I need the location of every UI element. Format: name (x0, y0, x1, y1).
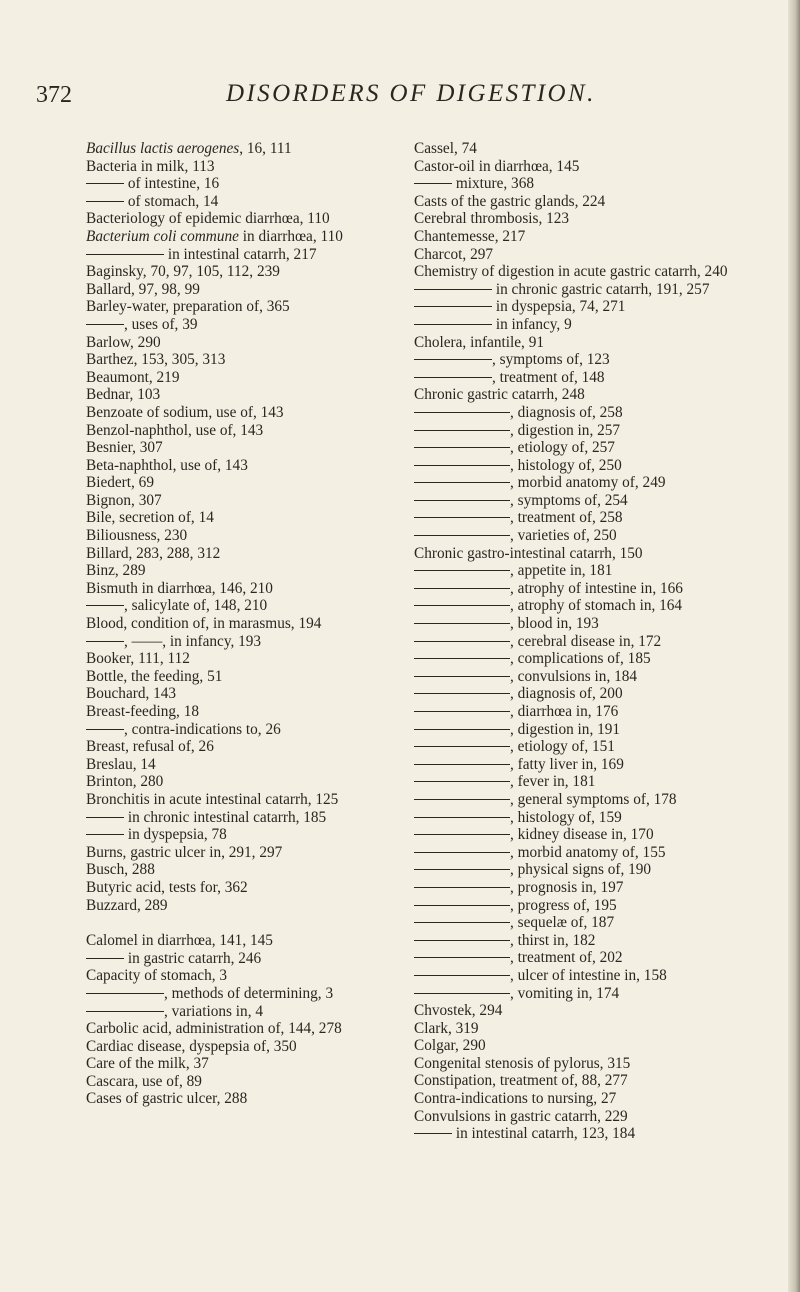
entry-text: , blood in, 193 (510, 615, 599, 633)
index-entry (414, 1090, 782, 1108)
entry-text: Carbolic acid, administration of, 144, 278 (86, 1020, 342, 1038)
ditto-dash (414, 377, 492, 378)
index-entry (86, 738, 406, 756)
index-entry (86, 281, 406, 299)
ditto-dash (414, 465, 510, 466)
index-entry (86, 351, 406, 369)
entry-text: in diarrhœa, 110 (238, 227, 343, 245)
entry-text: Breast, refusal of, 26 (86, 738, 214, 756)
entry-text: , prognosis in, 197 (510, 878, 624, 896)
entry-text: , salicylate of, 148, 210 (124, 597, 268, 615)
entry-text: Congenital stenosis of pylorus, 315 (414, 1054, 631, 1072)
index-subentry (414, 668, 782, 686)
index-entry (86, 897, 406, 915)
index-entry (86, 562, 406, 580)
index-subentry (414, 791, 782, 809)
ditto-dash (414, 852, 510, 853)
index-entry (414, 1072, 782, 1090)
entry-text: Bismuth in diarrhœa, 146, 210 (86, 579, 273, 597)
index-entry (86, 615, 406, 633)
entry-text: Cardiac disease, dyspepsia of, 350 (86, 1037, 297, 1055)
index-subentry (414, 826, 782, 844)
index-subentry (414, 509, 782, 527)
ditto-dash (414, 957, 510, 958)
index-subentry (414, 597, 782, 615)
entry-text: , digestion in, 191 (510, 720, 621, 738)
entry-text: of intestine, 16 (124, 175, 220, 193)
index-entry (86, 1020, 406, 1038)
index-entry (86, 369, 406, 387)
ditto-dash (414, 676, 510, 677)
entry-text: Brinton, 280 (86, 773, 164, 791)
entry-text: Baginsky, 70, 97, 105, 112, 239 (86, 263, 280, 281)
index-subentry (414, 351, 782, 369)
entry-text: Bottle, the feeding, 51 (86, 667, 223, 685)
index-entry (86, 404, 406, 422)
ditto-dash (414, 764, 510, 765)
index-entry (86, 474, 406, 492)
entry-text: , uses of, 39 (124, 315, 198, 333)
entry-text: Capacity of stomach, 3 (86, 967, 228, 985)
index-column-left (86, 140, 406, 1108)
running-title: DISORDERS OF DIGESTION. (226, 80, 596, 107)
index-entry (414, 140, 782, 158)
entry-text: , symptoms of, 254 (510, 491, 628, 509)
ditto-dash (414, 570, 510, 571)
entry-text: , fatty liver in, 169 (510, 755, 624, 773)
entry-text: Benzol-naphthol, use of, 143 (86, 421, 264, 439)
entry-text: Convulsions in gastric catarrh, 229 (414, 1107, 628, 1125)
entry-text: Blood, condition of, in marasmus, 194 (86, 615, 322, 633)
entry-text: , contra-indications to, 26 (124, 720, 281, 738)
entry-text: Bacteriology of epidemic diarrhœa, 110 (86, 210, 330, 228)
index-subentry (414, 175, 782, 193)
entry-text: , treatment of, 148 (492, 368, 605, 386)
entry-text: , etiology of, 257 (510, 439, 615, 457)
index-subentry (414, 861, 782, 879)
ditto-dash (414, 711, 510, 712)
entry-text: Cerebral thrombosis, 123 (414, 210, 570, 228)
entry-text: , thirst in, 182 (510, 931, 596, 949)
index-entry (86, 756, 406, 774)
index-subentry (414, 527, 782, 545)
index-entry (86, 844, 406, 862)
index-entry (86, 932, 406, 950)
index-entry (414, 193, 782, 211)
entry-text: in chronic intestinal catarrh, 185 (124, 808, 327, 826)
index-subentry (414, 879, 782, 897)
index-subentry (414, 281, 782, 299)
index-entry (86, 457, 406, 475)
entry-text: in dyspepsia, 78 (124, 826, 227, 844)
index-entry (86, 439, 406, 457)
ditto-dash (86, 201, 124, 202)
ditto-dash (414, 359, 492, 360)
entry-text: Breslau, 14 (86, 755, 156, 773)
entry-text: Cases of gastric ulcer, 288 (86, 1090, 248, 1108)
index-entry (86, 650, 406, 668)
entry-text: Biedert, 69 (86, 474, 154, 492)
index-subentry (86, 633, 406, 651)
index-entry (86, 580, 406, 598)
index-subentry (414, 738, 782, 756)
index-entry (86, 228, 406, 246)
ditto-dash (414, 781, 510, 782)
page-edge (788, 0, 800, 1292)
index-entry (86, 791, 406, 809)
entry-text: , fever in, 181 (510, 773, 596, 791)
entry-text: Clark, 319 (414, 1019, 479, 1037)
entry-text: Castor-oil in diarrhœa, 145 (414, 157, 580, 175)
index-entry (86, 509, 406, 527)
ditto-dash (414, 869, 510, 870)
entry-text: Benzoate of sodium, use of, 143 (86, 403, 284, 421)
entry-text: , methods of determining, 3 (164, 984, 334, 1002)
entry-text: Bacteria in milk, 113 (86, 157, 215, 175)
index-subentry (414, 580, 782, 598)
index-subentry (86, 809, 406, 827)
ditto-dash (414, 535, 510, 536)
index-subentry (86, 316, 406, 334)
index-subentry (414, 967, 782, 985)
index-subentry (414, 492, 782, 510)
index-entry (414, 1020, 782, 1038)
entry-text: Chronic gastro-intestinal catarrh, 150 (414, 544, 643, 562)
ditto-dash (86, 641, 124, 642)
ditto-dash (86, 958, 124, 959)
ditto-dash (86, 605, 124, 606)
entry-text: Buzzard, 289 (86, 896, 168, 914)
entry-text: , etiology of, 151 (510, 738, 615, 756)
entry-text: , atrophy of intestine in, 166 (510, 579, 683, 597)
index-entry (86, 668, 406, 686)
index-subentry (414, 897, 782, 915)
index-entry (414, 1055, 782, 1073)
entry-text: , digestion in, 257 (510, 421, 621, 439)
entry-text: Charcot, 297 (414, 245, 494, 263)
entry-text: , histology of, 159 (510, 808, 622, 826)
ditto-dash (414, 940, 510, 941)
index-subentry (414, 703, 782, 721)
index-subentry (414, 615, 782, 633)
section-gap (86, 914, 406, 932)
index-subentry (86, 246, 406, 264)
entry-text: Binz, 289 (86, 562, 146, 580)
ditto-dash (414, 658, 510, 659)
ditto-dash (414, 729, 510, 730)
ditto-dash (414, 447, 510, 448)
entry-text: Bouchard, 143 (86, 685, 177, 703)
index-entry (86, 773, 406, 791)
index-entry (86, 210, 406, 228)
index-entry (86, 703, 406, 721)
entry-text: , morbid anatomy of, 155 (510, 843, 666, 861)
index-entry (86, 158, 406, 176)
entry-text: Biliousness, 230 (86, 527, 188, 545)
ditto-dash (414, 183, 452, 184)
entry-text: , diagnosis of, 258 (510, 403, 623, 421)
index-subentry (414, 369, 782, 387)
entry-italic-term: Bacillus lactis aerogenes (86, 140, 240, 157)
index-subentry (414, 298, 782, 316)
ditto-dash (414, 623, 510, 624)
entry-text: in dyspepsia, 74, 271 (492, 298, 626, 316)
index-entry (414, 246, 782, 264)
entry-text: , sequelæ of, 187 (510, 914, 615, 932)
entry-text: Cholera, infantile, 91 (414, 333, 544, 351)
ditto-dash (414, 482, 510, 483)
entry-text: , variations in, 4 (164, 1002, 263, 1020)
entry-text: Casts of the gastric glands, 224 (414, 192, 606, 210)
entry-text: in intestinal catarrh, 217 (164, 245, 317, 263)
index-subentry (86, 985, 406, 1003)
index-subentry (414, 844, 782, 862)
index-subentry (414, 756, 782, 774)
entry-text: Cascara, use of, 89 (86, 1072, 202, 1090)
ditto-dash (414, 517, 510, 518)
entry-text: Chemistry of digestion in acute gastric catarrh, 240 (414, 263, 728, 281)
entry-text: Bignon, 307 (86, 491, 162, 509)
entry-text: in intestinal catarrh, 123, 184 (452, 1125, 636, 1143)
index-entry (86, 263, 406, 281)
ditto-dash (86, 183, 124, 184)
ditto-dash (414, 975, 510, 976)
entry-text: , ——, in infancy, 193 (124, 632, 262, 650)
index-subentry (86, 950, 406, 968)
ditto-dash (86, 254, 164, 255)
index-entry (86, 492, 406, 510)
index-subentry (86, 597, 406, 615)
index-subentry (414, 773, 782, 791)
entry-text: Bronchitis in acute intestinal catarrh, 125 (86, 790, 339, 808)
ditto-dash (414, 306, 492, 307)
index-entry (414, 386, 782, 404)
index-entry (86, 422, 406, 440)
ditto-dash (414, 746, 510, 747)
index-entry (86, 861, 406, 879)
index-entry (86, 527, 406, 545)
index-entry (86, 140, 406, 158)
index-subentry (414, 914, 782, 932)
ditto-dash (414, 500, 510, 501)
index-entry (86, 879, 406, 897)
entry-text: , convulsions in, 184 (510, 667, 638, 685)
ditto-dash (414, 412, 510, 413)
index-subentry (414, 721, 782, 739)
entry-text: , cerebral disease in, 172 (510, 632, 662, 650)
entry-text: , general symptoms of, 178 (510, 790, 677, 808)
index-entry (414, 210, 782, 228)
entry-text: , symptoms of, 123 (492, 351, 610, 369)
entry-text: in gastric catarrh, 246 (124, 949, 262, 967)
entry-text: Chronic gastric catarrh, 248 (414, 386, 585, 404)
index-entry (414, 545, 782, 563)
entry-text: , atrophy of stomach in, 164 (510, 597, 683, 615)
index-subentry (86, 721, 406, 739)
index-subentry (414, 985, 782, 1003)
entry-text: Billard, 283, 288, 312 (86, 544, 221, 562)
index-entry (86, 1090, 406, 1108)
entry-text: Barley-water, preparation of, 365 (86, 298, 290, 316)
entry-text: , 16, 111 (239, 140, 292, 157)
index-entry (86, 1073, 406, 1091)
entry-text: in infancy, 9 (492, 315, 572, 333)
index-subentry (414, 404, 782, 422)
entry-text: , ulcer of intestine in, 158 (510, 966, 667, 984)
index-subentry (86, 826, 406, 844)
index-entry (414, 228, 782, 246)
index-subentry (414, 650, 782, 668)
index-entry (414, 263, 782, 281)
entry-text: Constipation, treatment of, 88, 277 (414, 1072, 628, 1090)
ditto-dash (414, 922, 510, 923)
ditto-dash (86, 324, 124, 325)
index-subentry (414, 949, 782, 967)
ditto-dash (414, 605, 510, 606)
index-entry (414, 1002, 782, 1020)
ditto-dash (86, 729, 124, 730)
index-subentry (414, 316, 782, 334)
ditto-dash (86, 1011, 164, 1012)
entry-text: , histology of, 250 (510, 456, 622, 474)
page-number: 372 (36, 82, 72, 108)
entry-text: Bednar, 103 (86, 386, 161, 404)
ditto-dash (86, 993, 164, 994)
ditto-dash (86, 834, 124, 835)
index-entry (86, 1055, 406, 1073)
entry-text: Colgar, 290 (414, 1037, 486, 1055)
entry-text: , treatment of, 258 (510, 509, 623, 527)
ditto-dash (414, 324, 492, 325)
index-entry (86, 386, 406, 404)
ditto-dash (414, 799, 510, 800)
index-subentry (414, 633, 782, 651)
entry-text: Besnier, 307 (86, 439, 163, 457)
index-entry (86, 545, 406, 563)
entry-text: Bile, secretion of, 14 (86, 509, 214, 527)
ditto-dash (414, 641, 510, 642)
entry-text: , physical signs of, 190 (510, 861, 652, 879)
ditto-dash (414, 1133, 452, 1134)
entry-text: Calomel in diarrhœa, 141, 145 (86, 932, 273, 950)
ditto-dash (414, 887, 510, 888)
entry-text: , diarrhœa in, 176 (510, 703, 619, 720)
entry-text: Cassel, 74 (414, 140, 477, 157)
entry-text: Burns, gastric ulcer in, 291, 297 (86, 843, 283, 861)
index-subentry (86, 193, 406, 211)
index-subentry (414, 439, 782, 457)
ditto-dash (86, 817, 124, 818)
index-subentry (414, 809, 782, 827)
entry-text: Booker, 111, 112 (86, 650, 190, 668)
index-entry (86, 1038, 406, 1056)
entry-text: Contra-indications to nursing, 27 (414, 1090, 617, 1108)
entry-text: , treatment of, 202 (510, 949, 623, 967)
entry-text: Chvostek, 294 (414, 1002, 503, 1020)
page-header (0, 80, 800, 120)
ditto-dash (414, 588, 510, 589)
index-column-right (414, 140, 782, 1143)
entry-text: mixture, 368 (452, 175, 534, 193)
index-subentry (86, 175, 406, 193)
index-subentry (414, 685, 782, 703)
entry-text: Busch, 288 (86, 861, 155, 879)
index-entry (86, 967, 406, 985)
entry-text: Chantemesse, 217 (414, 227, 526, 245)
index-entry (414, 334, 782, 352)
ditto-dash (414, 905, 510, 906)
entry-text: , progress of, 195 (510, 896, 617, 914)
ditto-dash (414, 834, 510, 835)
index-entry (414, 158, 782, 176)
index-subentry (86, 1003, 406, 1021)
entry-text: Butyric acid, tests for, 362 (86, 878, 248, 896)
entry-text: Breast-feeding, 18 (86, 703, 199, 720)
ditto-dash (414, 693, 510, 694)
index-subentry (414, 457, 782, 475)
index-entry (86, 685, 406, 703)
entry-text: Beaumont, 219 (86, 368, 180, 386)
entry-text: , appetite in, 181 (510, 562, 613, 580)
ditto-dash (414, 289, 492, 290)
index-entry (86, 298, 406, 316)
index-subentry (414, 932, 782, 950)
entry-text: , varieties of, 250 (510, 527, 617, 545)
index-entry (414, 1108, 782, 1126)
index-subentry (414, 422, 782, 440)
entry-text: , complications of, 185 (510, 650, 651, 668)
entry-text: , morbid anatomy of, 249 (510, 474, 666, 492)
ditto-dash (414, 993, 510, 994)
entry-text: , diagnosis of, 200 (510, 685, 623, 703)
entry-italic-term: Bacterium coli commune (86, 227, 239, 245)
entry-text: of stomach, 14 (124, 192, 219, 210)
entry-text: Ballard, 97, 98, 99 (86, 280, 200, 298)
index-subentry (414, 1125, 782, 1143)
index-entry (414, 1037, 782, 1055)
index-subentry (414, 474, 782, 492)
ditto-dash (414, 817, 510, 818)
entry-text: , kidney disease in, 170 (510, 826, 654, 844)
entry-text: in chronic gastric catarrh, 191, 257 (492, 280, 710, 298)
entry-text: Care of the milk, 37 (86, 1055, 209, 1073)
entry-text: Beta-naphthol, use of, 143 (86, 456, 248, 474)
ditto-dash (414, 430, 510, 431)
entry-text: Barlow, 290 (86, 333, 161, 351)
index-subentry (414, 562, 782, 580)
entry-text: , vomiting in, 174 (510, 984, 620, 1002)
index-entry (86, 334, 406, 352)
entry-text: Barthez, 153, 305, 313 (86, 351, 226, 369)
